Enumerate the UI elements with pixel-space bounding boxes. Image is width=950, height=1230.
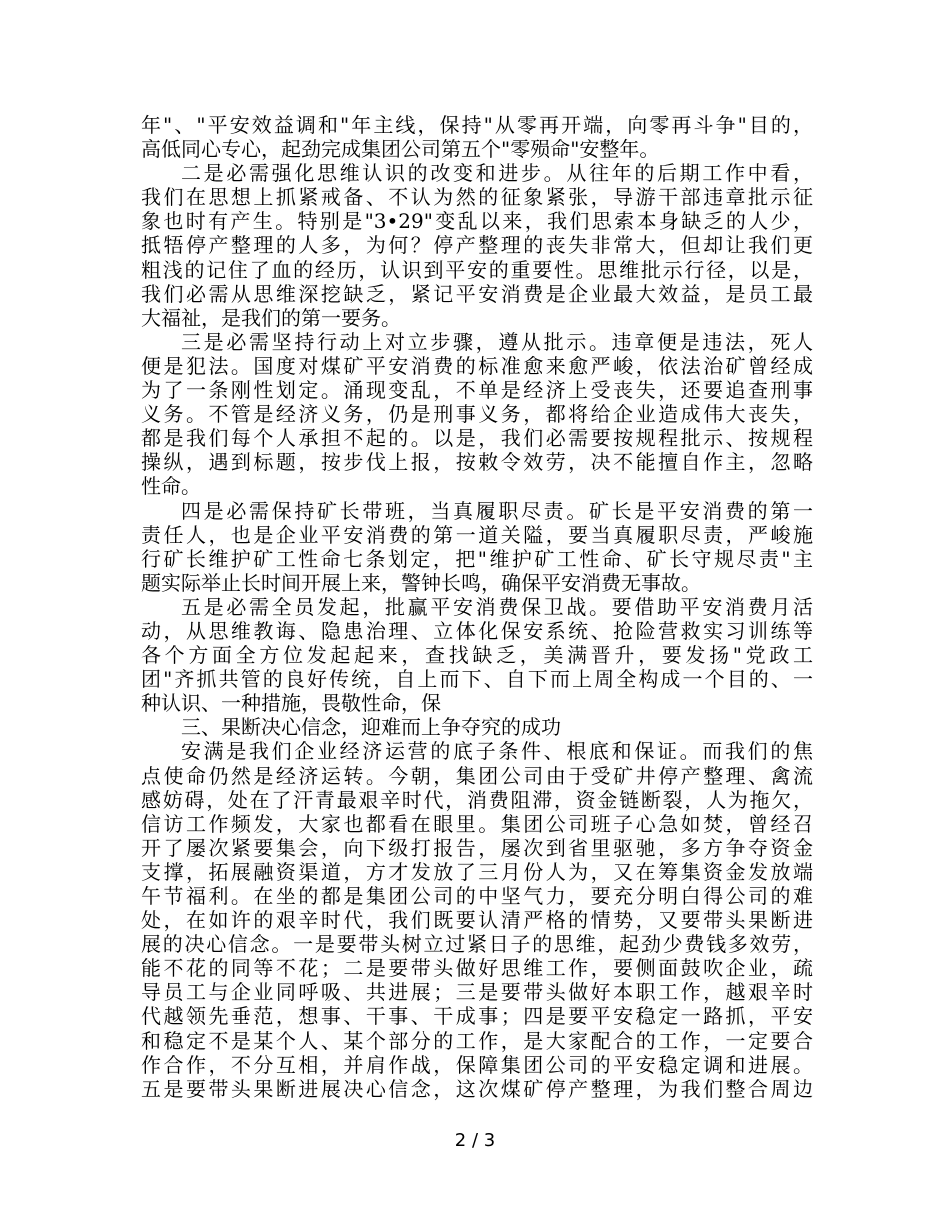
text-line: 三、果断决心信念，迎难而上争夺究的成功: [181, 715, 561, 740]
text-line: 便是犯法。国度对煤矿平安消费的标准愈来愈严峻，依法治矿曾经成: [141, 353, 813, 378]
text-line: 感妨碍，处在了汗青最艰辛时代，消费阻滞，资金链断裂，人为拖欠，: [141, 787, 813, 812]
text-line: 义务。不管是经济义务，仍是刑事义务，都将给企业造成伟大丧失，: [141, 402, 813, 427]
text-line: 高低同心专心，起劲完成集团公司第五个"零殒命"安整年。: [141, 137, 660, 162]
text-line: 我们在思想上抓紧戒备、不认为然的征象紧张，导游干部违章批示征: [141, 185, 813, 210]
page-number: 2 / 3: [454, 1130, 496, 1151]
text-line: 三是必需坚持行动上对立步骤，遵从批示。违章便是违法，死人: [181, 329, 813, 354]
text-line: 和稳定不是某个人、某个部分的工作，是大家配合的工作，一定要合: [141, 1028, 813, 1053]
text-line: 各个方面全方位发起起来，查找缺乏，美满晋升，要发扬"党政工: [141, 643, 813, 668]
text-line: 展的决心信念。一是要带头树立过紧日子的思维，起劲少费钱多效劳，: [141, 932, 813, 957]
text-line: 点使命仍然是经济运转。今朝，集团公司由于受矿井停产整理、禽流: [141, 763, 813, 788]
text-line: 处，在如许的艰辛时代，我们既要认清严格的情势，又要带头果断进: [141, 908, 813, 933]
text-line: 都是我们每个人承担不起的。以是，我们必需要按规程批示、按规程: [141, 426, 813, 451]
text-line: 四是必需保持矿长带班，当真履职尽责。矿长是平安消费的第一: [181, 498, 813, 523]
text-line: 年"、"平安效益调和"年主线，保持"从零再开端，向零再斗争"目的，: [141, 113, 813, 137]
text-line: 行矿长维护矿工性命七条划定，把"维护矿工性命、矿长守规尽责"主: [141, 546, 813, 571]
text-line: 团"齐抓共管的良好传统，自上而下、自下而上周全构成一个目的、一: [141, 667, 813, 692]
text-line: 能不花的同等不花；二是要带头做好思维工作，要侧面鼓吹企业，疏: [141, 956, 813, 981]
text-line: 安满是我们企业经济运营的底子条件、根底和保证。而我们的焦: [181, 739, 813, 764]
text-line: 大福祉，是我们的第一要务。: [141, 305, 401, 330]
text-line: 责任人，也是企业平安消费的第一道关隘，要当真履职尽责，严峻施: [141, 522, 813, 547]
text-line: 动，从思维教诲、隐患治理、立体化保安系统、抢险营救实习训练等: [141, 618, 813, 643]
text-line: 种认识、一种措施，畏敬性命，保: [141, 691, 441, 716]
page-body: [141, 113, 813, 1101]
text-line: 五是要带头果断进展决心信念，这次煤矿停产整理，为我们整合周边: [141, 1076, 813, 1101]
text-line: 导员工与企业同呼吸、共进展；三是要带头做好本职工作，越艰辛时: [141, 980, 813, 1005]
text-line: 抵牾停产整理的人多，为何？停产整理的丧失非常大，但却让我们更: [141, 233, 813, 258]
text-line: 作合作，不分互相，并肩作战，保障集团公司的平安稳定调和进展。: [141, 1052, 813, 1077]
text-line: 象也时有产生。特别是"3•29"变乱以来，我们思索本身缺乏的人少，: [141, 209, 813, 234]
text-line: 题实际举止长时间开展上来，警钟长鸣，确保平安消费无事故。: [141, 570, 701, 595]
text-line: 我们必需从思维深挖缺乏，紧记平安消费是企业最大效益，是员工最: [141, 281, 813, 306]
text-line: 五是必需全员发起，批赢平安消费保卫战。要借助平安消费月活: [181, 594, 813, 619]
text-line: 代越领先垂范，想事、干事、干成事；四是要平安稳定一路抓，平安: [141, 1004, 813, 1029]
text-line: 为了一条刚性划定。涌现变乱，不单是经济上受丧失，还要追查刑事: [141, 378, 813, 403]
text-line: 二是必需强化思维认识的改变和进步。从往年的后期工作中看，: [181, 161, 813, 186]
text-line: 性命。: [141, 474, 201, 499]
text-line: 午节福利。在坐的都是集团公司的中坚气力，要充分明白得公司的难: [141, 884, 813, 908]
text-line: 支撑，拓展融资渠道，方才发放了三月份人为，又在筹集资金发放端: [141, 859, 813, 884]
text-line: 开了屡次紧要集会，向下级打报告，屡次到省里驱驰，多方争夺资金: [141, 835, 813, 860]
text-line: 粗浅的记住了血的经历，认识到平安的重要性。思维批示行径，以是，: [141, 257, 813, 282]
text-line: 操纵，遇到标题，按步伐上报，按敕令效劳，决不能擅自作主，忽略: [141, 450, 813, 475]
text-line: 信访工作频发，大家也都看在眼里。集团公司班子心急如焚，曾经召: [141, 811, 813, 836]
